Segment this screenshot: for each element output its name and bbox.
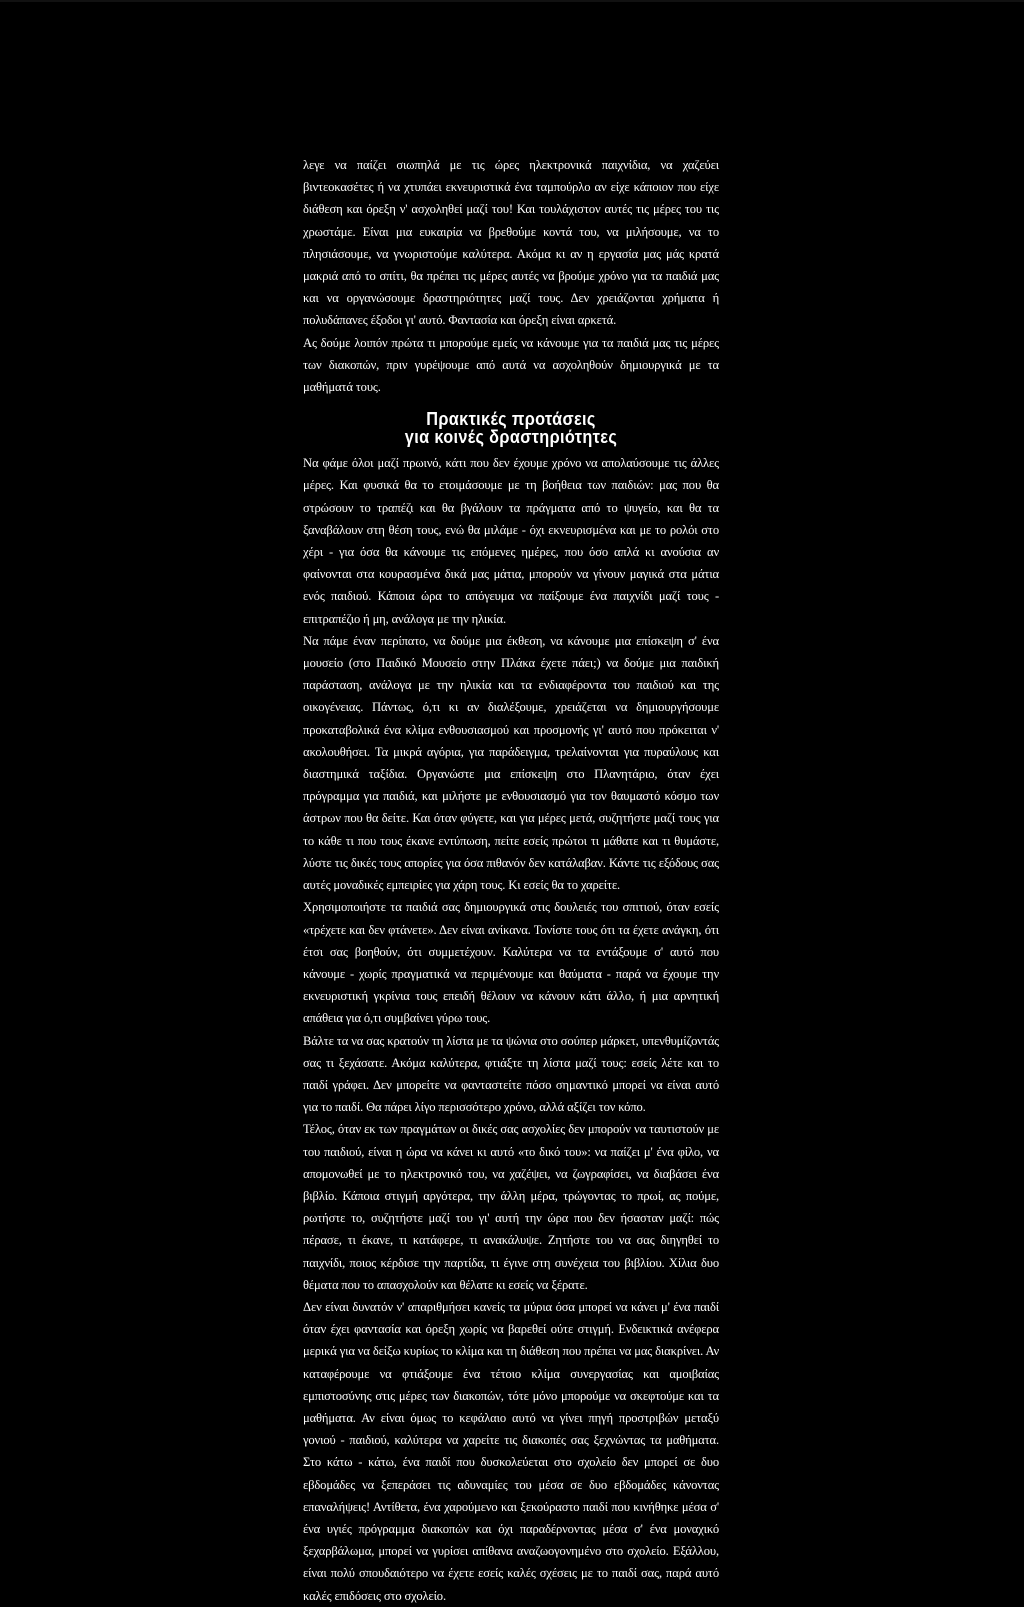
section-heading-line-2: για κοινές δραστηριότητες [404, 426, 618, 448]
page-top-edge [0, 0, 1024, 2]
paragraph-7: Τέλος, όταν εκ των πραγμάτων οι δικές σας ασχολίες δεν μπορούν να ταυτιστούν με του παιδιού, είναι η ώρα να κάνει κι αυτό «το δικό του»: να παίζει μ' ένα φίλο, να απομονωθεί με το ηλεκτρονικό του, να χαζέψει, να ζωγραφίσει, να διαβάσει ένα βιβλίο. Κάποια στιγμή αργότερα, την άλλη μέρα, τρώγοντας το πρωί, ας πούμε, ρωτήστε το, συζητήστε μαζί του γι' αυτή την ώρα που δεν ήσασταν μαζί: πώς πέρασε, τι έκανε, τι κατάφερε, τι ανακάλυψε. Ζητήστε του να σας διηγηθεί το παιχνίδι, ποιος κέρδισε την παρτίδα, τι έγινε στη συνέχεια του βιβλίου. Χίλια δυο θέματα που το απασχολούν και θέλατε κι εσείς να ξέρατε. [303, 1122, 719, 1292]
paragraph-8: Δεν είναι δυνατόν ν' απαριθμήσει κανείς τα μύρια όσα μπορεί να κάνει μ' ένα παιδί όταν έχει φαντασία και όρεξη χωρίς να βαρεθεί ούτε στιγμή. Ενδεικτικά ανέφερα μερικά για να δείξω κυρίως το κλίμα και τη διάθεση που πρέπει να μας διακρίνει. Αν καταφέρουμε να φτιάξουμε ένα τέτοιο κλίμα συνεργασίας και αμοιβαίας εμπιστοσύνης στις μέρες των διακοπών, τότε μόνο μπορούμε να σκεφτούμε και τα μαθήματα. Αν είναι όμως το κεφάλαιο αυτό να γίνει πηγή προστριβών μεταξύ γονιού - παιδιού, καλύτερα να χαρείτε τις διακοπές σας ξεχνώντας τα μαθήματα. Στο κάτω - κάτω, ένα παιδί που δυσκολεύεται στο σχολείο δεν μπορεί σε δυο εβδομάδες να ξεπεράσει τις αδυναμίες του μέσα σε δυο εβδομάδες κάνοντας επαναλήψεις! Αντίθετα, ένα χαρούμενο και ξεκούραστο παιδί που κινήθηκε μέσα σ' ένα υγιές πρόγραμμα διακοπών και όχι παραδέρνοντας μέσα σ' ένα μοναχικό ξεχαρβάλωμα, μπορεί να γυρίσει απίθανα αναζωογονημένο στο σχολείο. Εξάλλου, είναι πολύ σπουδαιότερο να έχετε εσείς καλές σχέσεις με το παιδί σας, παρά αυτό καλές επιδόσεις στο σχολείο. [303, 1299, 719, 1603]
article-body [303, 154, 719, 1607]
paragraph-3: Να φάμε όλοι μαζί πρωινό, κάτι που δεν έχουμε χρόνο να απολαύσουμε τις άλλες μέρες. Και φυσικά θα το ετοιμάσουμε με τη βοήθεια των παιδιών: μας που θα στρώσουν το τραπέζι και θα βγάλουν τα πράγματα από το ψυγείο, και θα τα ξαναβάλουν στη θέση τους, ενώ θα μιλάμε - όχι εκνευρισμένα και με το ρολόι στο χέρι - για όσα θα κάνουμε τις επόμενες ημέρες, που όσο απλά κι ανούσια αν φαίνονται στα κουρασμένα δικά μας μάτια, μπορούν να γίνουν μαγικά στα μάτια ενός παιδιού. Κάποια ώρα το απόγευμα να παίξουμε ένα παιχνίδι μαζί τους - επιτραπέζιο ή μη, ανάλογα με την ηλικία. [303, 456, 719, 626]
paragraph-1: λεγε να παίζει σιωπηλά με τις ώρες ηλεκτρονικά παιχνίδια, να χαζεύει βιντεοκασέτες ή να χτυπάει εκνευριστικά ένα ταμπούρλο αν είχε κάποιον που είχε διάθεση και όρεξη ν' ασχοληθεί μαζί του! Και τουλάχιστον αυτές τις μέρες του τις χρωστάμε. Είναι μια ευκαιρία να βρεθούμε κοντά του, να μιλήσουμε, να το πλησιάσουμε, να γνωριστούμε καλύτερα. Ακόμα κι αν η εργασία μας μάς κρατά μακριά από το σπίτι, θα πρέπει τις μέρες αυτές να βρούμε χρόνο για τα παιδιά μας και να οργανώσουμε δραστηριότητες μαζί τους. Δεν χρειάζονται χρήματα ή πολυδάπανες έξοδοι γι' αυτό. Φαντασία και όρεξη είναι αρκετά. [303, 158, 719, 328]
paragraph-4: Να πάμε έναν περίπατο, να δούμε μια έκθεση, να κάνουμε μια επίσκεψη σ' ένα μουσείο (στο Παιδικό Μουσείο στην Πλάκα έχετε πάει;) να δούμε μια παιδική παράσταση, ανάλογα με την ηλικία και τα ενδιαφέροντα του παιδιού και της οικογένειας. Πάντως, ό,τι κι αν διαλέξουμε, χρειάζεται να δημιουργήσουμε προκαταβολικά ένα κλίμα ενθουσιασμού και προσμονής γι' αυτό που πρόκειται ν' ακολουθήσει. Τα μικρά αγόρια, για παράδειγμα, τρελαίνονται για πυραύλους και διαστημικά ταξίδια. Οργανώστε μια επίσκεψη στο Πλανητάριο, όταν έχει πρόγραμμα για παιδιά, και μιλήστε με ενθουσιασμό για τον θαυμαστό κόσμο των άστρων που θα δείτε. Και όταν φύγετε, και για μέρες μετά, συζητήστε μαζί τους για το κάθε τι που τους έκανε εντύπωση, πείτε εσείς πρώτοι τι μάθατε και τι θυμάστε, λύστε τις δικές τους απορίες για όσα πιθανόν δεν κατάλαβαν. Κάντε τις εξόδους σας αυτές μοναδικές εμπειρίες για χάρη τους. Κι εσείς θα το χαρείτε. [303, 633, 719, 893]
paragraph-5: Χρησιμοποιήστε τα παιδιά σας δημιουργικά στις δουλειές του σπιτιού, όταν εσείς «τρέχετε και δεν φτάνετε». Δεν είναι ανίκανα. Τονίστε τους ότι τα έχετε ανάγκη, ότι έτσι σας βοηθούν, ότι συμμετέχουν. Καλύτερα να τα εντάξουμε σ' αυτό που κάνουμε - χωρίς πραγματικά να περιμένουμε και θαύματα - παρά να έχουμε την εκνευριστική γκρίνια τους επειδή θέλουν να κάνουν κάτι άλλο, ή μια αρνητική απάθεια για ό,τι συμβαίνει γύρω τους. [303, 900, 719, 1026]
paragraph-2: Ας δούμε λοιπόν πρώτα τι μπορούμε εμείς να κάνουμε για τα παιδιά μας τις μέρες των διακοπών, πριν γυρέψουμε από αυτά να ασχοληθούν δημιουργικά με τα μαθήματά τους. [303, 335, 719, 395]
section-heading [328, 410, 694, 446]
paragraph-6: Βάλτε τα να σας κρατούν τη λίστα με τα ψώνια στο σούπερ μάρκετ, υπενθυμίζοντάς σας τι ξεχάσατε. Ακόμα καλύτερα, φτιάξτε τη λίστα μαζί τους: εσείς λέτε και το παιδί γράφει. Δεν μπορείτε να φανταστείτε πόσο σημαντικό μπορεί να είναι αυτό για το παιδί. Θα πάρει λίγο περισσότερο χρόνο, αλλά αξίζει τον κόπο. [303, 1033, 719, 1115]
section-heading-line-1: Πρακτικές προτάσεις [426, 408, 596, 430]
